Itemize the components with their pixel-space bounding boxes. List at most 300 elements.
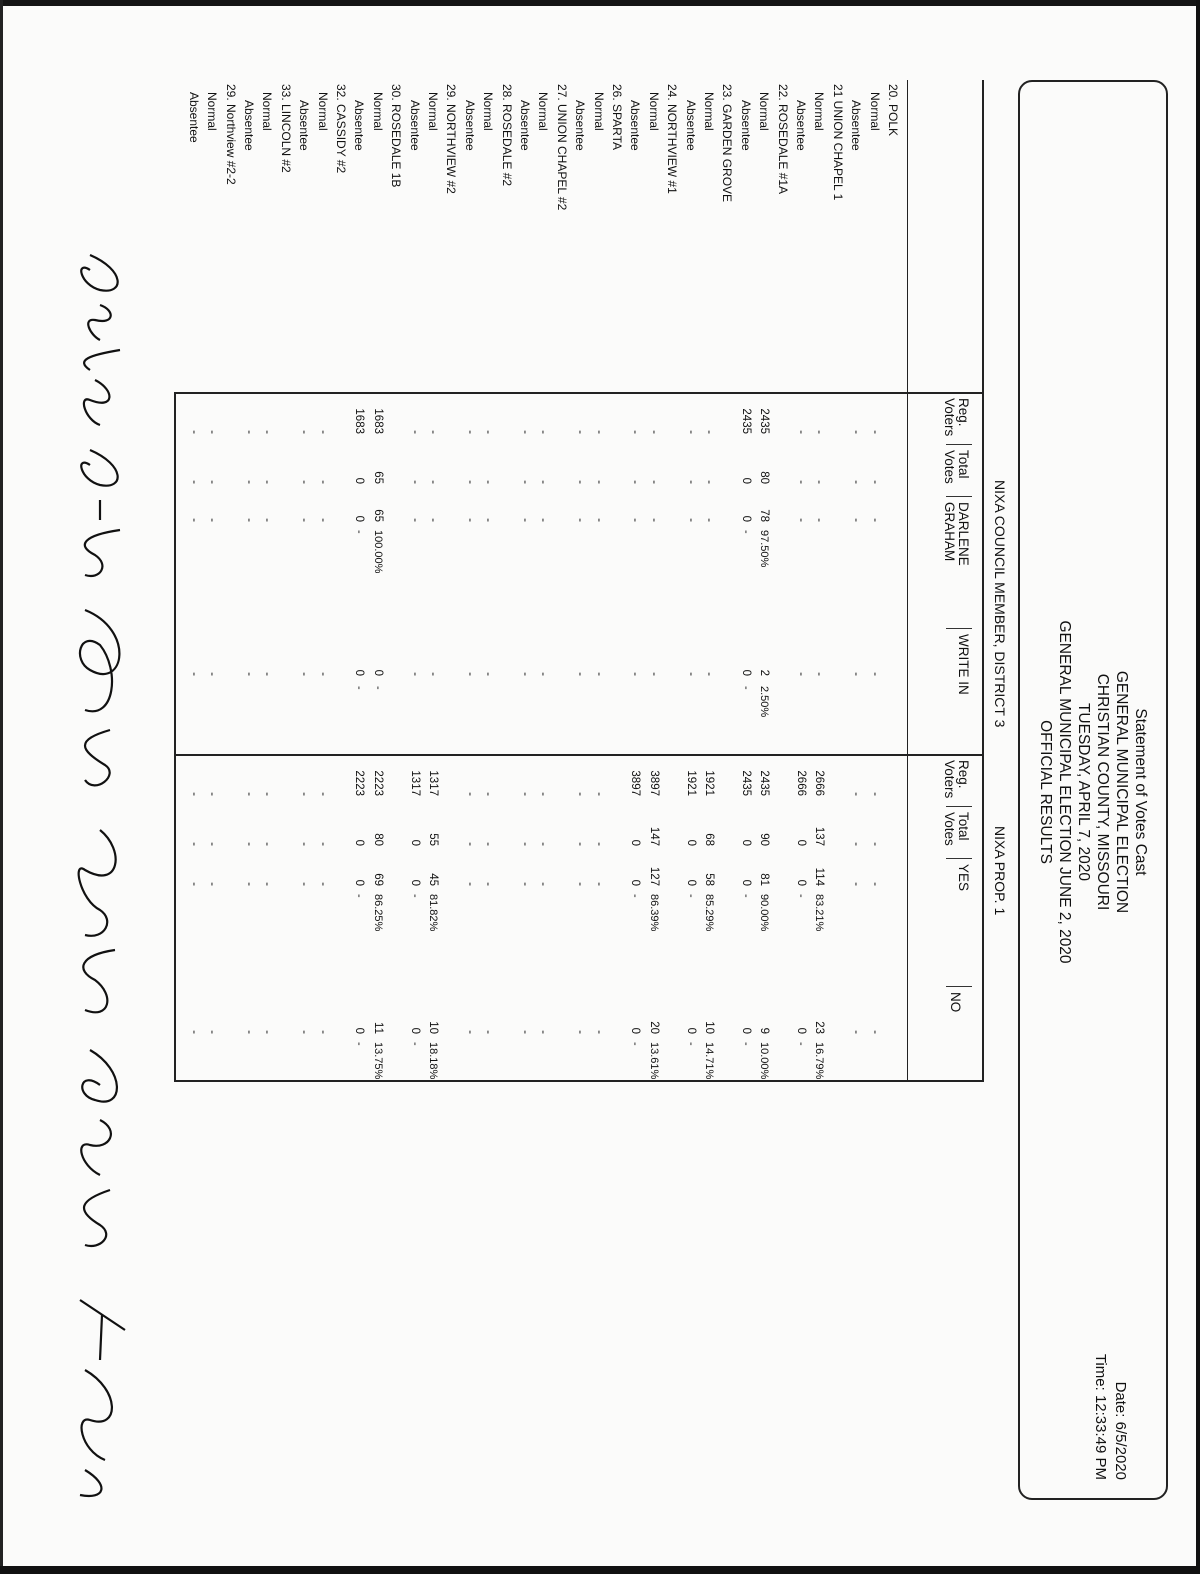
vote-count: - [316,1030,329,1034]
vote-count: 2435 [739,408,752,434]
vote-count: 1317 [427,770,439,796]
vote-count: - [316,792,329,796]
table-row [279,80,293,1080]
vote-count: 1317 [408,770,421,796]
vote-count: - [868,518,881,522]
vote-count: 0 [739,669,752,676]
vote-count: - [298,1030,311,1034]
c1-cand-first: DARLENE [956,502,971,566]
vote-count: 45 [427,873,439,886]
vote-count: - [703,430,715,434]
vote-count: - [298,792,311,796]
vote-count: - [408,430,421,434]
vote-percent: - [684,1042,697,1046]
vote-count: - [850,672,863,676]
c2-reg-voters-header [942,760,970,798]
vote-count: - [537,430,550,434]
vote-count: - [850,792,863,796]
vote-count: - [574,842,587,846]
vote-count: - [261,430,274,434]
table-row [426,80,440,1080]
c2-reg-line: Reg. [956,760,971,789]
vote-count: - [243,672,255,676]
contest2-title: NIXA PROP. 1 [992,826,1008,916]
table-row [316,80,330,1080]
vote-count: - [629,518,642,522]
table-row [868,80,882,1080]
vote-count: - [243,1030,255,1034]
precinct-label: 32. CASSIDY #2 [334,84,348,174]
precinct-label: Absentee [242,100,256,151]
vote-percent: - [408,1042,421,1046]
table-row [352,80,366,1080]
precinct-label: Absentee [297,100,312,151]
table-bottom-rule [174,392,176,1082]
c2-total-line: Total [956,812,971,841]
vote-count: - [206,480,219,484]
vote-count: 65 [371,509,384,522]
precinct-label: 33. LINCOLN #2 [278,84,293,173]
vote-count: - [647,672,660,676]
precinct-label: Normal [370,92,385,131]
vote-count: - [519,1030,531,1034]
scan-left-edge [0,0,3,1574]
vote-count: - [537,518,550,522]
vote-count: - [519,430,531,434]
vote-count: 80 [371,833,384,846]
precinct-label: 26. SPARTA [610,84,624,151]
vote-count: - [850,518,863,522]
precinct-label: Absentee [518,100,532,151]
vote-count: - [463,842,476,846]
vote-count: - [684,430,697,434]
vote-count: - [684,480,697,484]
vote-count: - [298,842,311,846]
c1-sep [946,444,972,445]
vote-count: - [187,792,200,796]
vote-count: 0 [684,879,697,886]
table-row [647,80,661,1080]
vote-count: - [206,882,219,886]
c2-yes-header [956,864,970,891]
precinct-label: Absentee [738,100,753,151]
vote-count: - [187,480,200,484]
vote-count: 90 [758,833,771,846]
vote-count: - [703,480,715,484]
vote-count: 11 [371,1022,384,1034]
table-row [702,80,716,1080]
precinct-label: 23. GARDEN GROVE [720,84,735,203]
vote-count: 10 [703,1021,715,1034]
vote-percent: 13.75% [371,1042,384,1080]
vote-count: - [537,842,550,846]
precinct-label: 30. ROSEDALE 1B [389,84,404,188]
table-row [224,80,238,1080]
vote-count: - [574,518,587,522]
vote-percent: 90.00% [758,894,771,932]
table-top-rule [982,80,984,1080]
precinct-label: Normal [536,92,551,131]
vote-percent: 14.71% [703,1042,715,1080]
vote-count: 2435 [739,770,752,796]
vote-count: - [187,882,200,886]
title-line: Statement of Votes Cast [1132,708,1149,876]
vote-count: - [574,882,587,886]
vote-count: - [574,480,587,484]
vote-count: - [243,480,255,484]
contest1-title: NIXA COUNCIL MEMBER, DISTRICT 3 [992,480,1008,728]
table-row [573,80,587,1080]
report-title [1036,82,1150,1502]
precinct-label: Absentee [849,100,864,151]
vote-count: - [703,518,715,522]
table-row [665,80,679,1080]
vote-count: - [261,480,274,484]
vote-count: - [463,882,476,886]
vote-percent: - [739,1042,752,1046]
vote-percent: - [353,894,366,898]
vote-count: 1683 [353,408,366,434]
vote-count: - [482,430,495,434]
vote-percent: - [353,686,366,690]
table-row [187,80,201,1080]
precinct-label: 20. POLK [886,84,900,137]
vote-percent: - [795,1042,807,1046]
vote-count: - [298,430,311,434]
precinct-label: Absentee [352,100,367,151]
vote-count: - [574,792,587,796]
vote-count: 0 [684,1027,697,1034]
vote-count: 65 [371,471,384,484]
vote-count: - [868,792,881,796]
vote-percent: 13.61% [647,1042,660,1080]
vote-percent: - [371,686,384,690]
precinct-label: Normal [702,92,716,131]
vote-count: 2435 [758,408,771,434]
vote-count: - [463,1030,476,1034]
vote-count: 0 [353,515,366,522]
vote-count: 137 [813,826,826,846]
vote-count: - [647,480,660,484]
report-date: Date: 6/5/2020 [1112,1381,1129,1480]
vote-count: 0 [629,839,642,846]
vote-percent: 18.18% [427,1042,439,1080]
table-row [334,80,348,1080]
vote-count: 0 [353,477,366,484]
c1-total-line: Total [956,450,971,479]
results-table [84,80,1008,1080]
vote-count: - [592,1030,605,1034]
c2-sep [946,858,972,859]
header-bottom-rule [907,80,908,1080]
vote-count: 0 [629,879,642,886]
vote-count: - [703,672,715,676]
vote-percent: - [795,894,807,898]
vote-count: 2666 [795,770,807,796]
vote-count: - [206,792,219,796]
table-row [628,80,642,1080]
vote-count: 20 [647,1021,660,1034]
table-row [849,80,863,1080]
vote-count: - [482,1030,495,1034]
precinct-label: Absentee [186,92,201,143]
vote-count: 0 [353,1027,366,1034]
vote-count: - [316,480,329,484]
vote-count: - [482,842,495,846]
table-row [776,80,790,1080]
precinct-label: Normal [426,92,440,131]
table-row [794,80,808,1080]
vote-percent: - [353,1042,366,1046]
vote-count: 0 [739,1027,752,1034]
vote-count: - [408,480,421,484]
vote-count: 0 [353,879,366,886]
vote-count: - [482,882,495,886]
vote-count: - [537,672,550,676]
vote-count: - [187,672,200,676]
vote-count: 2666 [813,770,826,796]
vote-count: - [427,672,439,676]
report-datetime [1090,1354,1130,1480]
vote-count: - [298,672,311,676]
table-row [555,80,569,1080]
vote-count: - [482,480,495,484]
precinct-label: Normal [867,92,882,131]
vote-count: - [647,518,660,522]
vote-count: - [868,882,881,886]
vote-count: 0 [739,879,752,886]
precinct-label: Normal [260,92,275,131]
vote-count: 3897 [629,770,642,796]
vote-percent: 86.25% [371,894,384,932]
vote-count: 2 [758,669,771,676]
table-row [444,80,458,1080]
c2-no-header [948,992,962,1012]
vote-count: - [316,518,329,522]
c1-sep [946,496,972,497]
c1-candidate-header [942,502,970,566]
vote-count: - [574,430,587,434]
vote-count: 1921 [703,770,715,796]
c1-writein-line: WRITE IN [956,634,971,695]
vote-count: - [206,672,219,676]
vote-percent: 16.79% [813,1042,826,1080]
vote-count: - [482,518,495,522]
vote-count: - [261,842,274,846]
vote-count: - [537,1030,550,1034]
vote-count: - [316,882,329,886]
vote-count: - [261,882,274,886]
vote-count: - [206,430,219,434]
table-row [739,80,753,1080]
vote-percent: 97.50% [758,530,771,568]
c1-writein-header [956,634,970,695]
table-row [481,80,495,1080]
c2-votes-line: Votes [942,812,957,846]
vote-count: - [261,518,274,522]
vote-count: - [187,430,200,434]
vote-count: - [519,672,531,676]
vote-count: - [519,480,531,484]
vote-count: - [482,672,495,676]
vote-count: - [261,792,274,796]
vote-count: 0 [353,839,366,846]
precinct-label: 24. NORTHVIEW #1 [665,84,680,194]
vote-count: - [592,842,605,846]
c2-yes-line: YES [956,864,971,892]
vote-count: - [243,430,255,434]
table-row [463,80,477,1080]
vote-count: 0 [739,515,752,522]
vote-count: - [684,518,697,522]
table-row [536,80,550,1080]
vote-count: 3897 [647,770,660,796]
vote-count: - [850,1030,863,1034]
vote-count: 0 [795,839,807,846]
vote-count: - [537,882,550,886]
vote-count: - [427,430,439,434]
vote-count: - [316,842,329,846]
c1-reg-voters-header [942,398,970,436]
vote-percent: 86.39% [647,894,660,932]
vote-count: - [187,518,200,522]
vote-count: 80 [758,471,771,484]
vote-count: - [537,792,550,796]
vote-count: - [408,672,421,676]
c1-cand-last: GRAHAM [942,502,957,562]
vote-count: - [537,480,550,484]
vote-count: - [574,1030,587,1034]
vote-count: 0 [353,669,366,676]
table-row [610,80,624,1080]
vote-count: - [795,518,807,522]
vote-count: - [684,672,697,676]
table-row [297,80,311,1080]
table-row [757,80,771,1080]
vote-count: - [519,792,531,796]
vote-count: - [519,882,531,886]
precinct-label: 29. NORTHVIEW #2 [444,84,459,194]
scan-top-edge [0,0,1200,6]
vote-count: - [647,430,660,434]
precinct-label: Normal [812,92,827,131]
vote-count: - [408,518,421,522]
vote-count: - [463,518,476,522]
table-row [831,80,845,1080]
vote-count: 78 [758,509,771,522]
vote-count: - [629,430,642,434]
vote-count: - [813,430,826,434]
vote-count: - [316,672,329,676]
vote-count: - [850,842,863,846]
vote-count: - [243,792,255,796]
vote-count: - [813,480,826,484]
vote-percent: - [684,894,697,898]
vote-count: - [243,518,255,522]
vote-count: 114 [813,867,826,886]
scan-bottom-edge [0,1566,1200,1574]
precinct-label: Normal [591,92,606,131]
table-row [242,80,256,1080]
vote-count: - [868,1030,881,1034]
vote-count: 0 [629,1027,642,1034]
vote-count: - [187,842,200,846]
precinct-label: Absentee [628,100,643,151]
c2-sep [946,806,972,807]
c1-voters-line: Voters [942,398,957,437]
vote-count: - [187,1030,200,1034]
vote-count: - [316,430,329,434]
vote-count: - [463,480,476,484]
report-time: Time: 12:33:49 PM [1092,1353,1109,1480]
vote-count: - [206,1030,219,1034]
vote-count: - [795,430,807,434]
vote-percent: 2.50% [758,686,771,718]
vote-count: - [868,480,881,484]
vote-count: - [850,882,863,886]
vote-count: 1921 [684,770,697,796]
vote-count: - [592,518,605,522]
vote-count: 81 [758,873,771,886]
vote-count: 1683 [371,408,384,434]
table-row [684,80,698,1080]
vote-count: 58 [703,873,715,886]
c2-sep [946,986,972,987]
precinct-label: Normal [757,92,772,131]
vote-percent: - [629,1042,642,1046]
vote-count: 147 [647,826,660,846]
vote-count: - [298,518,311,522]
vote-count: - [592,882,605,886]
vote-count: 0 [795,879,807,886]
vote-percent: - [739,530,752,534]
vote-count: - [261,672,274,676]
vote-count: 0 [684,839,697,846]
vote-count: - [298,480,311,484]
vote-count: 23 [813,1021,826,1034]
vote-count: - [813,672,826,676]
c2-voters-line: Voters [942,760,957,799]
vote-count: - [850,430,863,434]
table-row [886,80,900,1080]
vote-percent: 10.00% [758,1042,771,1080]
contest2-right-rule [174,1080,984,1082]
report-header [1018,80,1168,1500]
vote-count: - [850,480,863,484]
precinct-label: Absentee [683,100,698,151]
vote-count: - [206,518,219,522]
vote-count: - [629,480,642,484]
vote-count: 0 [408,839,421,846]
title-line: GENERAL MUNICIPAL ELECTION [1113,670,1130,914]
handwritten-signature [70,250,130,1510]
vote-count: - [206,842,219,846]
vote-percent: - [353,530,366,534]
table-row [592,80,606,1080]
precinct-label: 29. Northview #2-2 [223,84,238,185]
precinct-label: Absentee [462,100,477,151]
precinct-label: 22. ROSEDALE #1A [775,84,790,195]
precinct-label: 27. UNION CHAPEL #2 [554,84,569,211]
vote-percent: - [739,686,752,690]
vote-count: - [592,672,605,676]
vote-count: 9 [758,1027,771,1034]
vote-count: - [298,882,311,886]
vote-count: - [795,480,807,484]
vote-count: 2435 [758,770,771,796]
vote-count: 68 [703,833,715,846]
vote-count: 2223 [371,770,384,796]
